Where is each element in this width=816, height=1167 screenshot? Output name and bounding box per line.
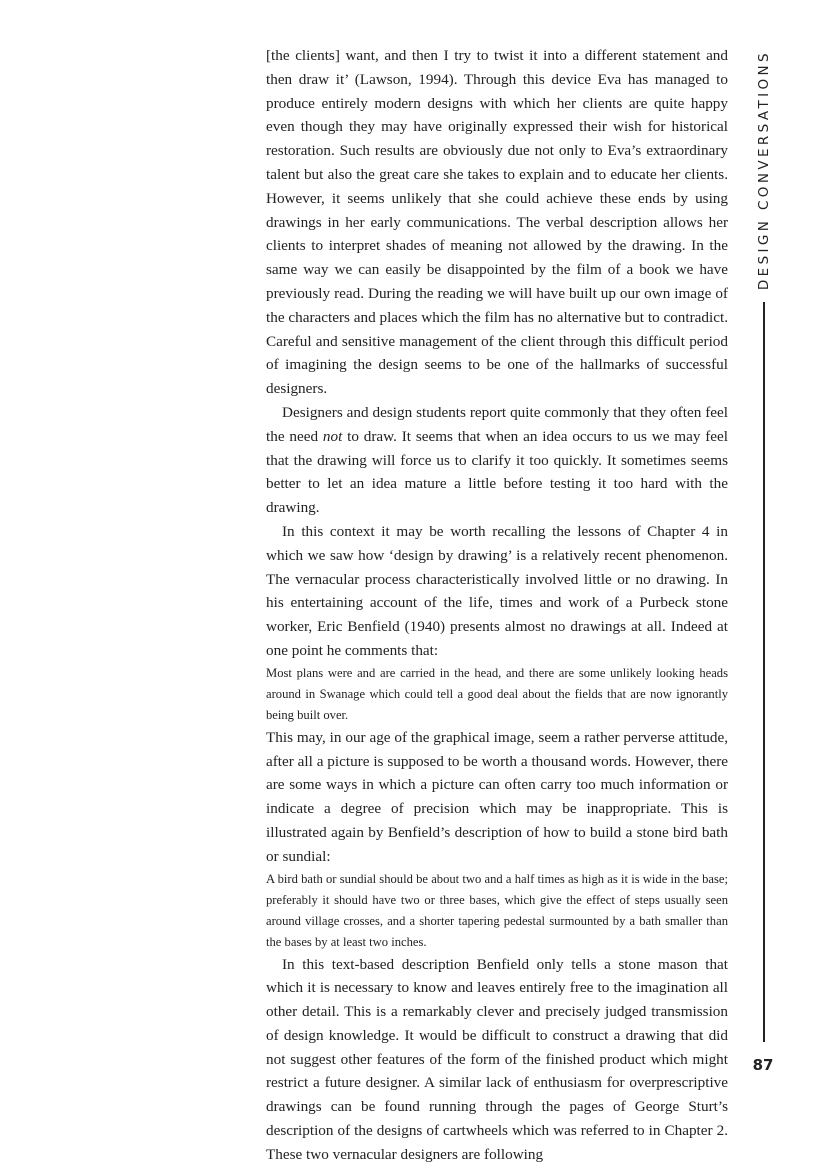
margin-rule — [763, 302, 765, 1042]
paragraph-2: Designers and design students report quite commonly that they often feel the need not to draw. It seems that when an idea occurs to us we may feel that the drawing will force us to clarify it too quickly. It sometimes seems better to let an idea mature a little before testing it too hard with the drawing. — [266, 403, 729, 517]
paragraph-5: In this text-based description Benfield only tells a stone mason that which it is necessary to know and leaves entirely free to the imagination all other detail. This is a remarkably clever and precisely judged transmission of design knowledge. It would be difficult to construct a drawing that did not suggest other features of the form of the finished product which might restrict a future designer. A similar lack of enthusiasm for overprescriptive drawings can be found running through the pages of George Sturt’s description of the designs of cartwheels which was referred to in Chapter 2. These two vernacular designers are following — [266, 955, 728, 1163]
page-number: 87 — [752, 1056, 774, 1074]
emphasis-not: not — [322, 427, 343, 445]
running-head — [751, 40, 777, 290]
running-head-text: DESIGN CONVERSATIONS — [756, 49, 772, 290]
block-quote-1: Most plans were and are carried in the head, and there are some unlikely looking heads around in Swanage which could tell a good deal about the fields that are now ignorantly being built over. — [266, 665, 728, 722]
body-text — [266, 44, 728, 1167]
paragraph-4: This may, in our age of the graphical image, seem a rather perverse attitude, after all a picture is supposed to be worth a thousand words. However, there are some ways in which a picture can often carry too much information or indicate a degree of precision which may be inappropriate. This is illustrated again by Benfield’s description of how to build a stone bird bath or sundial: — [266, 728, 728, 865]
block-quote-2: A bird bath or sundial should be about two and a half times as high as it is wide in the base; preferably it should have two or three bases, which give the effect of steps usually seen around village crosses, and a shorter tapering pedestal surmounted by a bath smaller than the bases by at least two inches. — [266, 871, 728, 949]
paragraph-3: In this context it may be worth recalling the lessons of Chapter 4 in which we saw how ‘design by drawing’ is a relatively recent phenomenon. The vernacular process characteristically involved little or no drawing. In his entertaining account of the life, times and work of a Purbeck stone worker, Eric Benfield (1940) presents almost no drawings at all. Indeed at one point he comments that: — [266, 522, 728, 659]
paragraph-1: [the clients] want, and then I try to twist it into a different statement and then draw it’ (Lawson, 1994). Through this device Eva has managed to produce entirely modern designs with which her clients are quite happy even though they may have originally expressed their wish for historical restoration. Such results are obviously due not only to Eva’s extraordinary talent but also the great care she takes to explain and to educate her clients. However, it seems unlikely that she could achieve these ends by using drawings in her early communications. The verbal description allows her clients to interpret shades of meaning not allowed by the drawing. In the same way we can easily be disappointed by the film of a book we have previously read. During the reading we will have built up our own image of the characters and places which the film has no alternative but to contradict. Careful and sensitive management of the client through this difficult period of imagining the design seems to be one of the hallmarks of successful designers. — [266, 47, 728, 398]
